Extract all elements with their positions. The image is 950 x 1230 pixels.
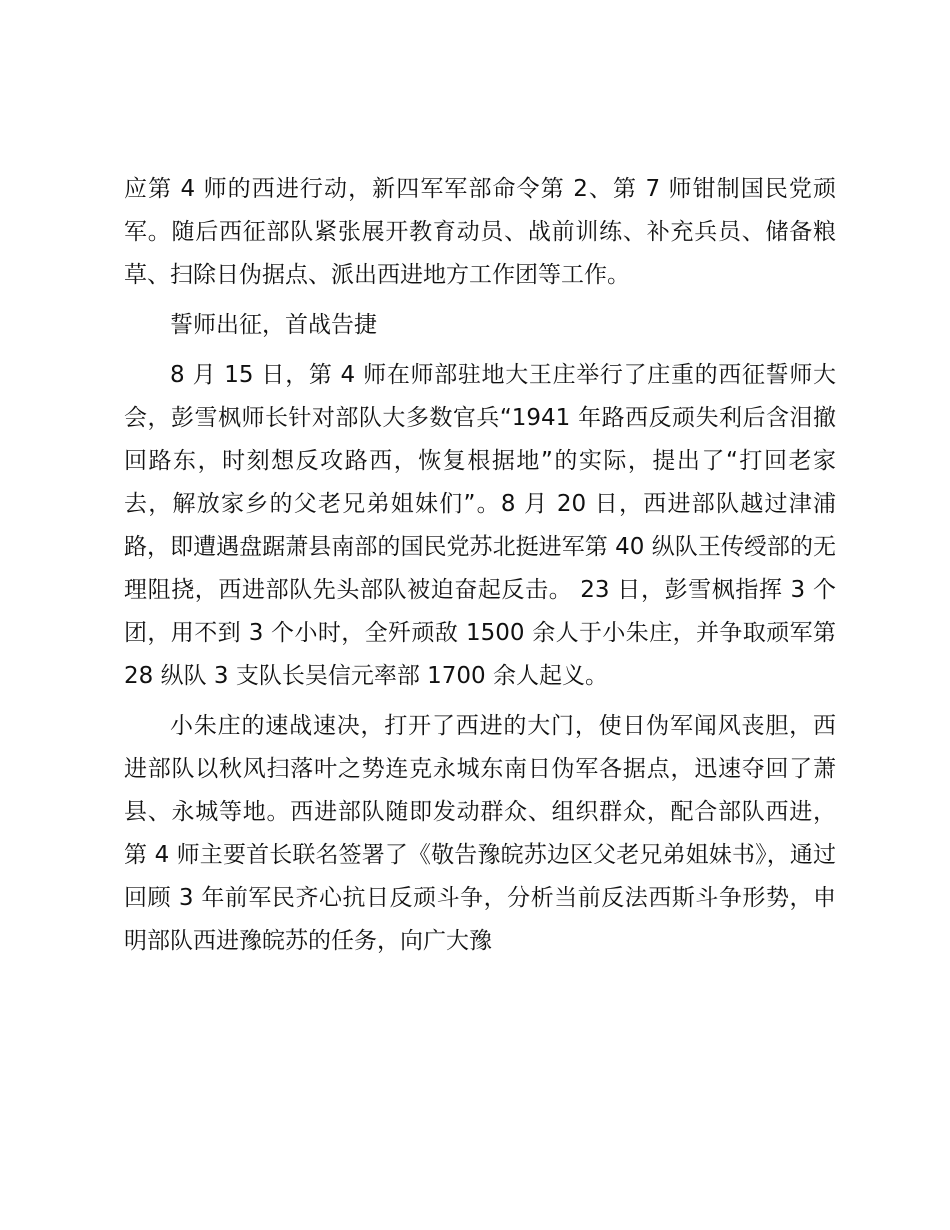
document-page bbox=[124, 168, 836, 963]
section-heading: 誓师出征，首战告捷 bbox=[170, 312, 377, 338]
paragraph-continuation: 应第 4 师的西进行动，新四军军部命令第 2、第 7 师钳制国民党顽军。随后西征部队紧张展开教育动员、战前训练、补充兵员、储备粮草、扫除日伪据点、派出西进地方工作团等工作。 bbox=[124, 176, 836, 288]
paragraph-xiaozhuzhuang: 小朱庄的速战速决，打开了西进的大门，使日伪军闻风丧胆，西进部队以秋风扫落叶之势连克永城东南日伪军各据点，迅速夺回了萧县、永城等地。西进部队随即发动群众、组织群众，配合部队西进，第 4 师主要首长联名签署了《敬告豫皖苏边区父老兄弟姐妹书》，通过回顾 3 年前军民齐心抗日反顽斗争，分析当前反法西斯斗争形势，申明部队西进豫皖苏的任务，向广大豫 bbox=[124, 713, 836, 954]
paragraph-oath-rally: 8 月 15 日，第 4 师在师部驻地大王庄举行了庄重的西征誓师大会，彭雪枫师长针对部队大多数官兵“1941 年路西反顽失利后含泪撤回路东，时刻想反攻路西，恢复根据地”的实际，提出了“打回老家去，解放家乡的父老兄弟姐妹们”。8 月 20 日，西进部队越过津浦路，即遭遇盘踞萧县南部的国民党苏北挺进军第 40 纵队王传绶部的无理阻挠，西进部队先头部队被迫奋起反击。 23 日，彭雪枫指挥 3 个团，用不到 3 个小时，全歼顽敌 1500 余人于小朱庄，并争取顽军第 28 纵队 3 支队长吴信元率部 1700 余人起义。 bbox=[124, 362, 836, 689]
